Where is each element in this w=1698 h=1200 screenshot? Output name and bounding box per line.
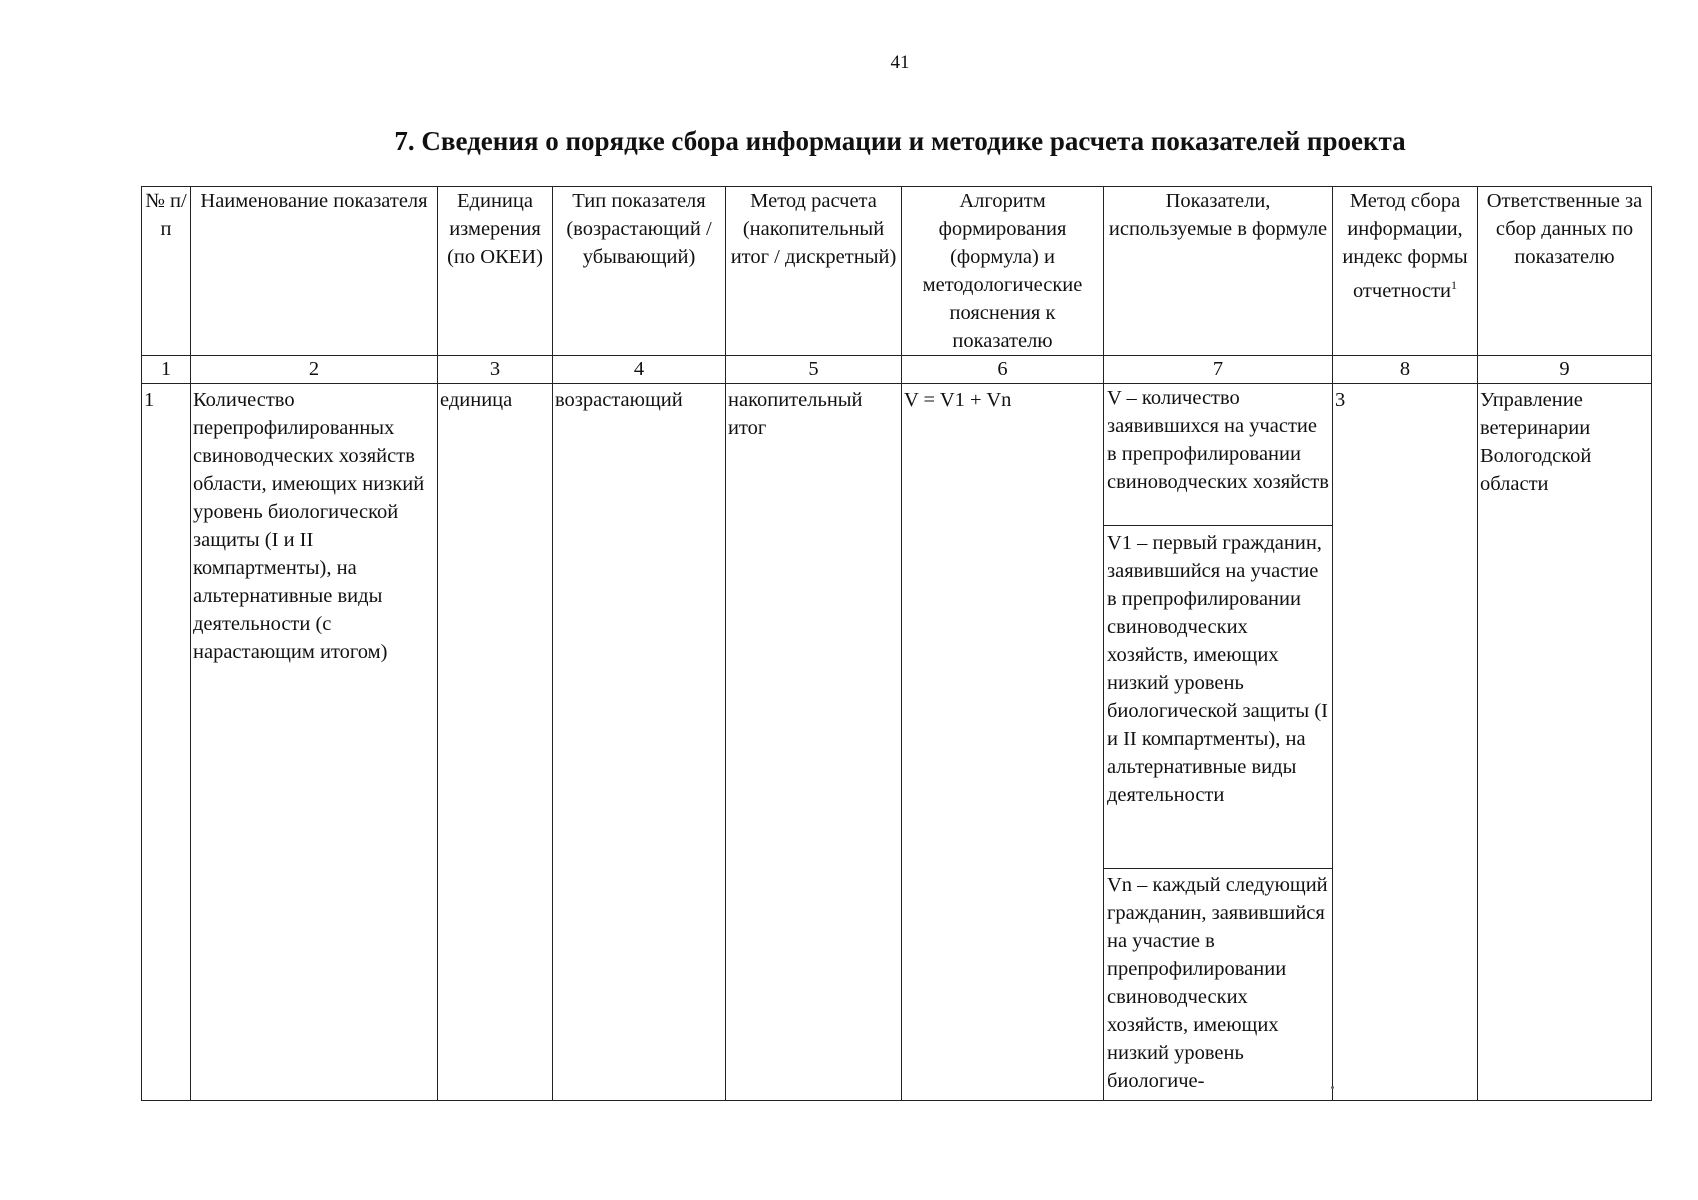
header-cell-responsible: Ответственные за сбор данных по показателю	[1478, 187, 1652, 356]
column-number: 2	[191, 356, 438, 384]
column-number: 6	[902, 356, 1104, 384]
table-row	[142, 384, 1652, 1101]
indicators-table	[141, 186, 1652, 1101]
header-cell-collection-text: Метод сбора информации, индекс формы отчетности	[1342, 190, 1468, 302]
header-cell-unit: Единица измерения (по ОКЕИ)	[438, 187, 553, 356]
column-number: 9	[1478, 356, 1652, 384]
header-cell-collection-method	[1333, 187, 1478, 356]
cell-collection-method: 3	[1333, 384, 1478, 1101]
indicator-v1-description: V1 – первый гражданин, заявившийся на участие в препрофилировании свиноводческих хозяйств, имеющих низкий уровень биологической защиты (I и II компартменты), на альтернативные виды деятельности	[1104, 526, 1332, 869]
header-cell-name: Наименование показателя	[191, 187, 438, 356]
indicator-vn-description: Vn – каждый следующий гражданин, заявившийся на участие в препрофилировании свиноводческих хозяйств, имеющих низкий уровень биологиче-	[1107, 874, 1328, 1092]
cell-algorithm: V = V1 + Vn	[902, 384, 1104, 1101]
header-cell-algorithm: Алгоритм формирования (формула) и методологические пояснения к показателю	[902, 187, 1104, 356]
cell-indicators	[1104, 384, 1333, 1101]
header-cell-type: Тип показателя (возрастающий / убывающий)	[553, 187, 726, 356]
column-number: 4	[553, 356, 726, 384]
column-number: 5	[726, 356, 902, 384]
page-number: 41	[890, 52, 910, 73]
indicator-v-description: V – количество заявившихся на участие в препрофилировании свиноводческих хозяйств	[1104, 384, 1332, 526]
scan-speck	[1331, 1086, 1334, 1089]
column-number: 3	[438, 356, 553, 384]
cell-method: накопительный итог	[726, 384, 902, 1101]
cell-unit: единица	[438, 384, 553, 1101]
column-number: 1	[142, 356, 191, 384]
column-number: 8	[1333, 356, 1478, 384]
cell-num: 1	[142, 384, 191, 1101]
column-number-row	[142, 356, 1652, 384]
table-header-row	[142, 187, 1652, 356]
cell-indicator-name: Количество перепрофилированных свиноводческих хозяйств области, имеющих низкий уровень биологической защиты (I и II компартменты), на альтернативные виды деятельности (с нарастающим итогом)	[191, 384, 438, 1101]
header-cell-method: Метод расчета (накопительный итог / дискретный)	[726, 187, 902, 356]
section-title: 7. Сведения о порядке сбора информации и методике расчета показателей проекта	[394, 126, 1406, 156]
column-number: 7	[1104, 356, 1333, 384]
header-cell-indicators: Показатели, используемые в формуле	[1104, 187, 1333, 356]
cell-type: возрастающий	[553, 384, 726, 1101]
cell-responsible: Управление ветеринарии Вологодской области	[1478, 384, 1652, 1101]
header-cell-num: № п/п	[142, 187, 191, 356]
footnote-marker: 1	[1451, 278, 1458, 292]
